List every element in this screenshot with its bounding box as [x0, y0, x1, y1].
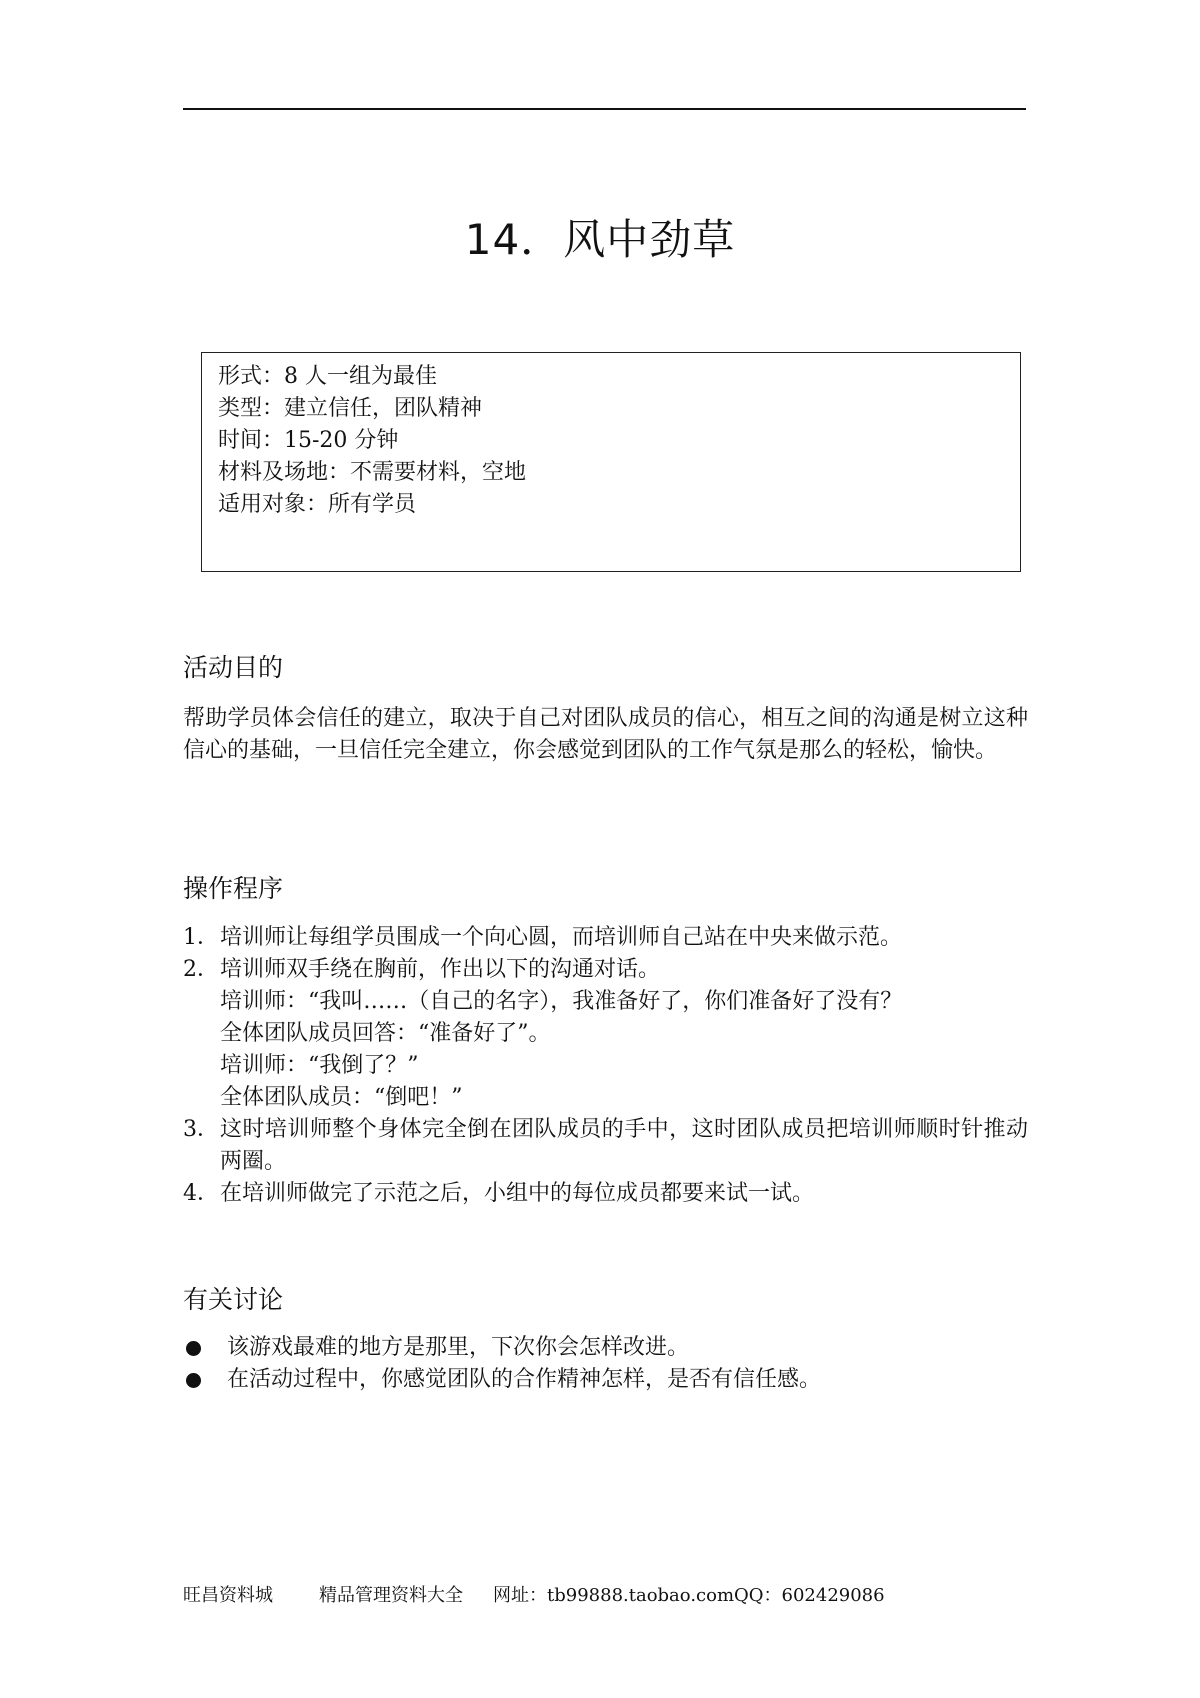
page-title: 14．风中劲草: [464, 215, 736, 264]
discussion-heading: 有关讨论: [183, 1285, 284, 1314]
procedure-list: [183, 922, 1028, 1210]
bullet-icon: [186, 1373, 201, 1388]
list-item: [183, 1364, 1028, 1396]
bullet-icon: [186, 1341, 201, 1356]
info-box: [201, 352, 1021, 572]
step-text: 培训师双手绕在胸前，作出以下的沟通对话。: [220, 957, 661, 982]
step-text: 这时培训师整个身体完全倒在团队成员的手中，这时团队成员把培训师顺时针推动两圈。: [220, 1117, 1028, 1174]
footer-shop: 旺昌资料城: [183, 1585, 273, 1606]
purpose-heading: 活动目的: [183, 653, 284, 682]
dialog-line: 培训师：“我倒了？”: [220, 1053, 419, 1078]
procedure-step: [183, 1178, 1028, 1210]
info-time: 时间：15-20 分钟: [218, 428, 399, 453]
dialog-line: 全体团队成员：“倒吧！”: [220, 1085, 463, 1110]
info-materials: 材料及场地：不需要材料，空地: [218, 460, 527, 485]
footer-website: 网址：tb99888.taobao.com: [493, 1585, 735, 1606]
discussion-list: [183, 1332, 1028, 1396]
purpose-paragraph: 帮助学员体会信任的建立，取决于自己对团队成员的信心，相互之间的沟通是树立这种信心的基础，一旦信任完全建立，你会感觉到团队的工作气氛是那么的轻松，愉快。: [183, 706, 1028, 763]
dialog-line: 全体团队成员回答：“准备好了”。: [220, 1021, 551, 1046]
discussion-text: 在活动过程中，你感觉团队的合作精神怎样，是否有信任感。: [227, 1367, 822, 1392]
step-number: 3．: [183, 1117, 219, 1142]
procedure-step: [183, 954, 1028, 986]
procedure-step: [183, 1114, 1028, 1178]
list-item: [183, 1332, 1028, 1364]
step-text: 在培训师做完了示范之后，小组中的每位成员都要来试一试。: [220, 1181, 815, 1206]
step-number: 4．: [183, 1181, 219, 1206]
discussion-text: 该游戏最难的地方是那里，下次你会怎样改进。: [227, 1335, 690, 1360]
info-type: 类型：建立信任，团队精神: [218, 396, 483, 421]
procedure-heading: 操作程序: [183, 874, 284, 903]
info-audience: 适用对象：所有学员: [218, 492, 417, 517]
step-number: 1．: [183, 925, 219, 950]
step-text: 培训师让每组学员围成一个向心圆，而培训师自己站在中央来做示范。: [220, 925, 903, 950]
dialog-line: 培训师：“我叫……（自己的名字），我准备好了，你们准备好了没有？: [220, 989, 903, 1014]
info-format: 形式：8 人一组为最佳: [218, 364, 437, 389]
step-number: 2．: [183, 957, 219, 982]
procedure-step: [183, 922, 1028, 954]
footer-collection: 精品管理资料大全: [319, 1585, 463, 1606]
header-rule: [183, 108, 1026, 110]
footer-qq: QQ：602429086: [734, 1585, 885, 1606]
